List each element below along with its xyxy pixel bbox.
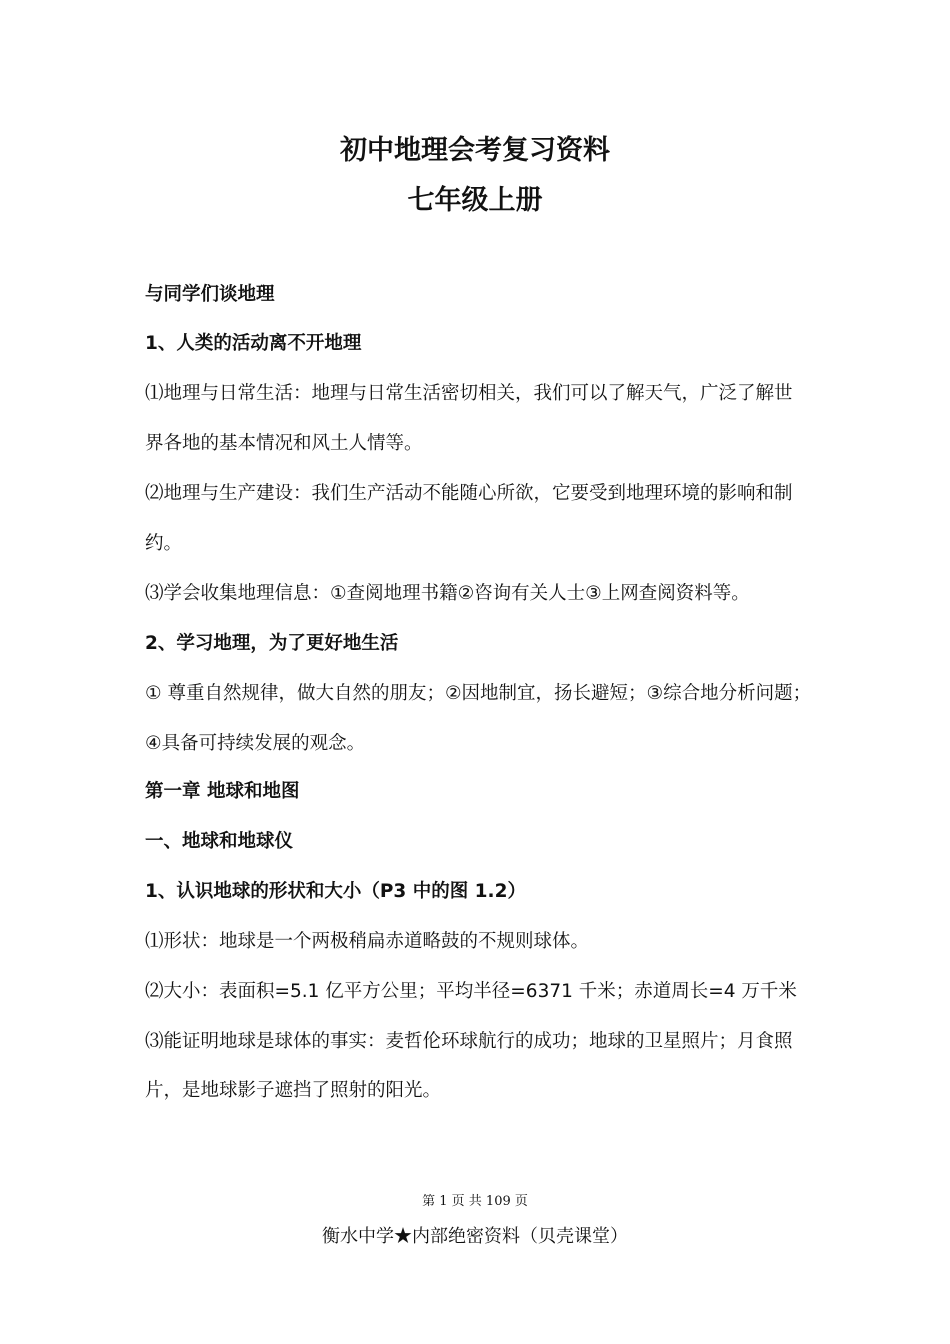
paragraph-line: ④具备可持续发展的观念。 [145, 733, 366, 754]
footer-source: 衡水中学★内部绝密资料（贝壳课堂） [322, 1226, 628, 1247]
document-subtitle: 七年级上册 [407, 185, 543, 216]
paragraph-line: ① 尊重自然规律，做大自然的朋友；②因地制宜，扬长避短；③综合地分析问题； [145, 683, 812, 704]
paragraph-line: ⑶能证明地球是球体的事实：麦哲伦环球航行的成功；地球的卫星照片；月食照 [145, 1031, 793, 1052]
paragraph-line: ⑵大小：表面积=5.1 亿平方公里；平均半径=6371 千米；赤道周长=4 万千米 [145, 981, 797, 1002]
paragraph-line: ⑶学会收集地理信息：①查阅地理书籍②咨询有关人士③上网查阅资料等。 [145, 583, 750, 604]
paragraph-line: 片，是地球影子遮挡了照射的阳光。 [145, 1080, 442, 1101]
paragraph-line: ⑵地理与生产建设：我们生产活动不能随心所欲，它要受到地理环境的影响和制 [145, 483, 793, 504]
page-number: 第 1 页 共 109 页 [422, 1194, 528, 1209]
section-heading: 一、地球和地球仪 [145, 831, 294, 852]
document-title: 初中地理会考复习资料 [340, 135, 610, 166]
paragraph-line: 界各地的基本情况和风土人情等。 [145, 433, 423, 454]
paragraph-line: ⑴形状：地球是一个两极稍扁赤道略鼓的不规则球体。 [145, 931, 590, 952]
chapter-heading: 第一章 地球和地图 [145, 781, 300, 802]
subheading-2: 2、学习地理，为了更好地生活 [145, 633, 399, 654]
section-heading-intro: 与同学们谈地理 [145, 284, 275, 305]
subheading-3: 1、认识地球的形状和大小（P3 中的图 1.2） [145, 881, 526, 902]
paragraph-line: ⑴地理与日常生活：地理与日常生活密切相关，我们可以了解天气，广泛了解世 [145, 383, 793, 404]
subheading-1: 1、人类的活动离不开地理 [145, 333, 362, 354]
paragraph-line: 约。 [145, 533, 183, 554]
